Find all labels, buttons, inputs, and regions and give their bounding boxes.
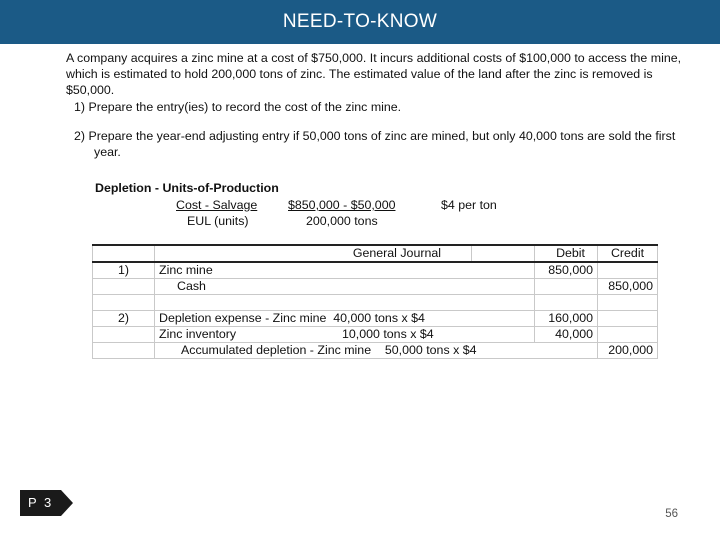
table-row — [93, 311, 658, 327]
credit-amount — [598, 262, 658, 279]
objective-label: P 3 — [20, 490, 61, 516]
entry-number — [93, 279, 155, 295]
credit-amount: 850,000 — [598, 279, 658, 295]
entry-number: 2) — [93, 311, 155, 327]
problem-text: A company acquires a zinc mine at a cost of $750,000. It incurs additional costs of $100,000 to access the mine, which is estimated to hold 200,000 tons of zinc. The estimated value of the land after the zinc is removed is $50,000. — [66, 51, 682, 98]
account-cell — [155, 279, 535, 295]
numerator-value: $850,000 - $50,000 — [288, 198, 396, 212]
journal-header-row — [93, 245, 658, 262]
learning-objective-tag — [20, 490, 73, 516]
debit-amount — [535, 279, 598, 295]
credit-header: Credit — [598, 245, 658, 262]
page-number: 56 — [665, 508, 678, 520]
account-cell — [155, 311, 535, 327]
formula-denominator: EUL (units) — [187, 214, 249, 228]
depletion-title: Depletion - Units-of-Production — [95, 181, 279, 195]
entry-number — [93, 343, 155, 359]
formula-numerator: Cost - Salvage — [176, 198, 258, 212]
account-cell — [155, 327, 535, 343]
question-1: 1) Prepare the entry(ies) to record the cost of the zinc mine. — [74, 99, 402, 114]
debit-header: Debit — [535, 245, 598, 262]
problem-statement — [66, 50, 690, 160]
depletion-heading — [95, 180, 279, 197]
denominator-value: 200,000 tons — [306, 214, 378, 228]
calculation-note: 40,000 tons x $4 — [333, 311, 425, 325]
table-row — [93, 295, 658, 311]
table-row — [93, 327, 658, 343]
entry-number — [93, 327, 155, 343]
credit-amount — [598, 311, 658, 327]
general-journal-table — [92, 244, 658, 359]
account-name: Zinc inventory — [159, 327, 237, 341]
credit-amount — [598, 327, 658, 343]
calculation-note: 10,000 tons x $4 — [342, 327, 434, 341]
account-cell — [155, 343, 598, 359]
arrow-right-icon — [61, 490, 73, 516]
debit-amount: 40,000 — [535, 327, 598, 343]
calculation-note: 50,000 tons x $4 — [384, 343, 477, 357]
slide-title: NEED-TO-KNOW — [0, 0, 720, 44]
table-row — [93, 343, 658, 359]
journal-title: General Journal — [155, 245, 472, 262]
debit-amount: 160,000 — [535, 311, 598, 327]
account-name: Depletion expense - Zinc mine — [159, 311, 327, 325]
credit-amount: 200,000 — [598, 343, 658, 359]
account-name: Zinc mine — [155, 262, 535, 279]
account-name: Cash — [177, 279, 206, 293]
table-row — [93, 279, 658, 295]
question-2: 2) Prepare the year-end adjusting entry if 50,000 tons of zinc are mined, but only 40,000 tons are sold the first year. — [74, 128, 676, 160]
account-name: Accumulated depletion - Zinc mine — [181, 343, 372, 357]
table-row — [93, 262, 658, 279]
depletion-rate: $4 per ton — [441, 198, 497, 212]
debit-amount: 850,000 — [535, 262, 598, 279]
entry-number: 1) — [93, 262, 155, 279]
